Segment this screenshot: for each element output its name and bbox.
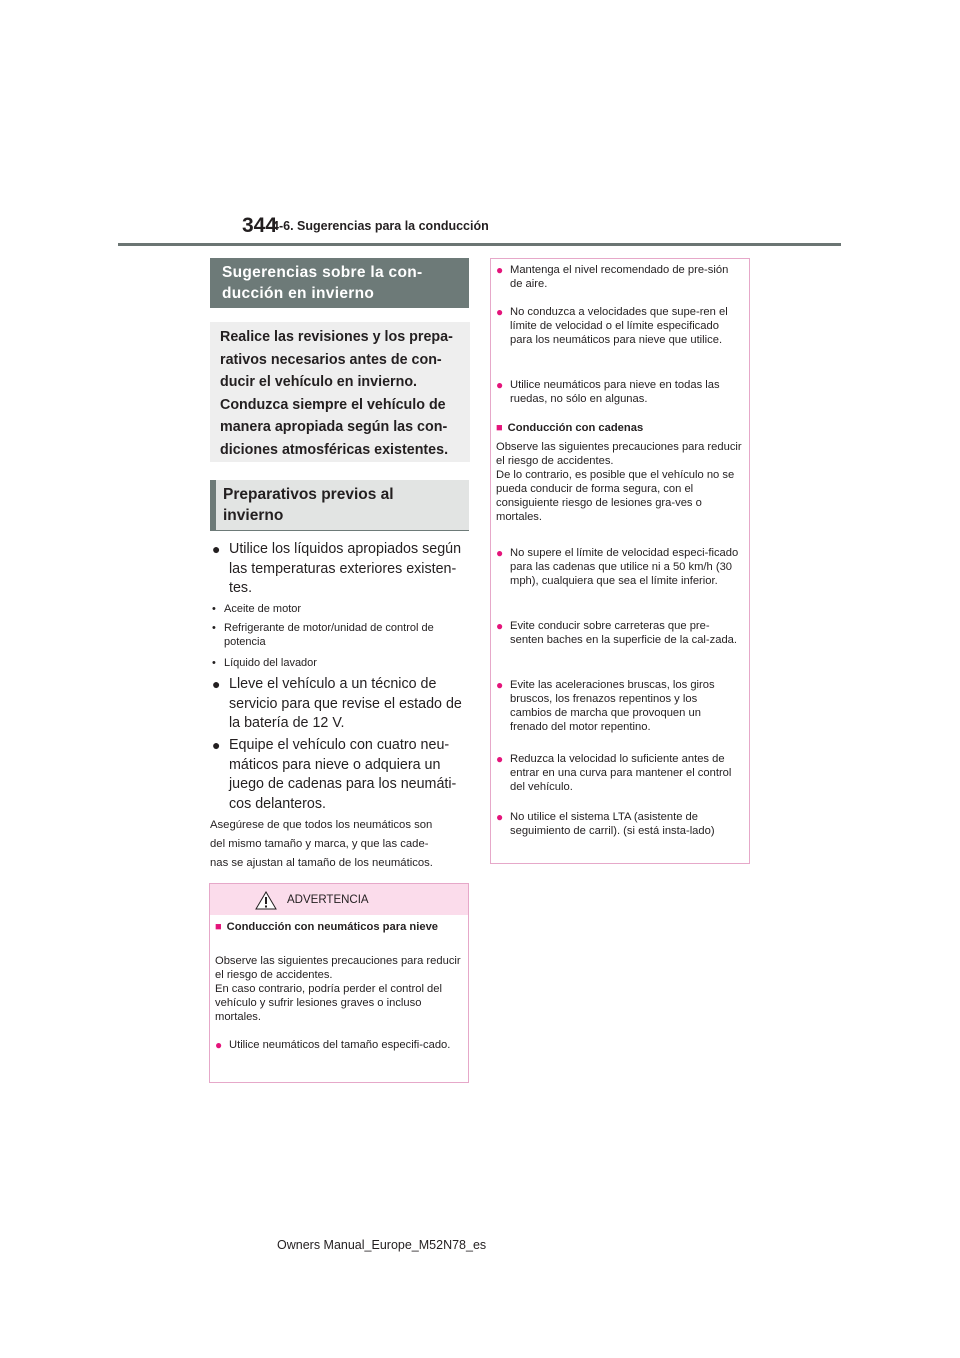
sub-item: • Refrigerante de motor/unidad de control de potencia — [212, 622, 434, 648]
intro-line: rativos necesarios antes de con- — [220, 351, 442, 368]
warning-triangle-icon — [255, 891, 277, 910]
bullet-icon: ● — [496, 619, 504, 633]
sub-bullet-icon: • — [212, 603, 216, 615]
intro-line: Realice las revisiones y los prepa- — [220, 329, 453, 345]
warning-box — [209, 883, 469, 1083]
sub-bullet-icon: • — [212, 622, 216, 634]
sub-bullet-icon: • — [212, 657, 216, 669]
square-bullet-icon: ■ — [496, 422, 503, 434]
list-item: ● Reduzca la velocidad lo suficiente antes de entrar en una curva para mantener el control del vehículo. — [496, 752, 732, 793]
sub-item: • Líquido del lavador — [212, 657, 317, 669]
list-item: ● Evite las aceleraciones bruscas, los giros bruscos, los frenazos repentinos y los cambios de marcha que provoquen un frenado del motor repentino. — [496, 678, 715, 733]
bullet-icon: ● — [212, 676, 221, 692]
bullet-icon: ● — [496, 305, 504, 319]
intro-line: diciones atmosféricas existentes. — [220, 441, 449, 458]
chains-text: Observe las siguientes precauciones para reducir el riesgo de accidentes. De lo contrario, es posible que el vehículo no se pueda conducir de forma segura, con el consiguiente riesgo de lesiones gra-ves o mortales. — [496, 441, 742, 523]
list-item: ● Equipe el vehículo con cuatro neu-máticos para nieve o adquiera un juego de cadenas para los neumáti-cos delanteros. — [212, 736, 468, 814]
bullet-icon: ● — [496, 263, 504, 277]
list-item: ● Utilice neumáticos para nieve en todas las ruedas, no sólo en algunas. — [496, 378, 720, 405]
list-item: ● No utilice el sistema LTA (asistente de seguimiento de carril). (si está insta-lado) — [496, 810, 715, 837]
warning-header — [210, 884, 468, 915]
sub-item: • Aceite de motor — [212, 603, 302, 615]
header-rule — [118, 243, 841, 246]
warning-box-continued — [490, 258, 750, 864]
bullet-icon: ● — [212, 541, 221, 557]
list-item: ● Utilice los líquidos apropiados según las temperaturas exteriores existen-tes. — [212, 540, 468, 599]
warning-text: Observe las siguientes precauciones para reducir el riesgo de accidentes. En caso contrario, podría perder el control del vehículo y sufrir lesiones graves o incluso mortales. — [215, 955, 461, 1023]
list-item: ● Mantenga el nivel recomendado de pre-sión de aire. — [496, 263, 729, 290]
list-item: ● No conduzca a velocidades que supe-ren el límite de velocidad o el límite especificado para los neumáticos para nieve que utilice. — [496, 305, 728, 346]
prep-heading: Preparativos previos al invierno — [210, 480, 469, 531]
list-item: ● Evite conducir sobre carreteras que pre-senten baches en la superficie de la cal-zada. — [496, 619, 738, 646]
bullet-icon: ● — [496, 810, 504, 824]
list-item: ● No supere el límite de velocidad especi-ficado para las cadenas que utilice ni a 50 km/h (30 mph), cualquiera que sea el límite inferior. — [496, 546, 739, 587]
intro-line: manera apropiada según las con- — [220, 419, 448, 435]
winter-heading: Sugerencias sobre la con- ducción en invierno — [210, 258, 469, 308]
tire-note: Asegúrese de que todos los neumáticos son del mismo tamaño y marca, y que las cade- nas se ajustan al tamaño de los neumáticos. — [210, 819, 433, 870]
footer-doc-id: Owners Manual_Europe_M52N78_es — [277, 1238, 487, 1252]
intro-line: ducir el vehículo en invierno. — [220, 374, 418, 390]
intro-line: Conduzca siempre el vehículo de — [220, 396, 446, 413]
warning-label: ADVERTENCIA — [287, 894, 369, 906]
bullet-icon: ● — [496, 378, 504, 392]
warning-subheading: ■ Conducción con neumáticos para nieve — [215, 921, 439, 933]
list-item: ● Lleve el vehículo a un técnico de servicio para que revise el estado de la batería de 12 V. — [212, 675, 468, 734]
square-bullet-icon: ■ — [215, 921, 222, 933]
bullet-icon: ● — [212, 737, 221, 753]
chains-heading: ■ Conducción con cadenas — [496, 422, 644, 434]
bullet-icon: ● — [496, 752, 504, 766]
list-item: ● Utilice neumáticos del tamaño especifi-cado. — [215, 1038, 451, 1052]
bullet-icon: ● — [215, 1038, 223, 1052]
intro-box — [210, 322, 470, 462]
bullet-icon: ● — [496, 678, 504, 692]
section-title: 4-6. Sugerencias para la conducción — [272, 219, 489, 233]
page-number: 344 — [242, 214, 278, 237]
bullet-icon: ● — [496, 546, 504, 560]
